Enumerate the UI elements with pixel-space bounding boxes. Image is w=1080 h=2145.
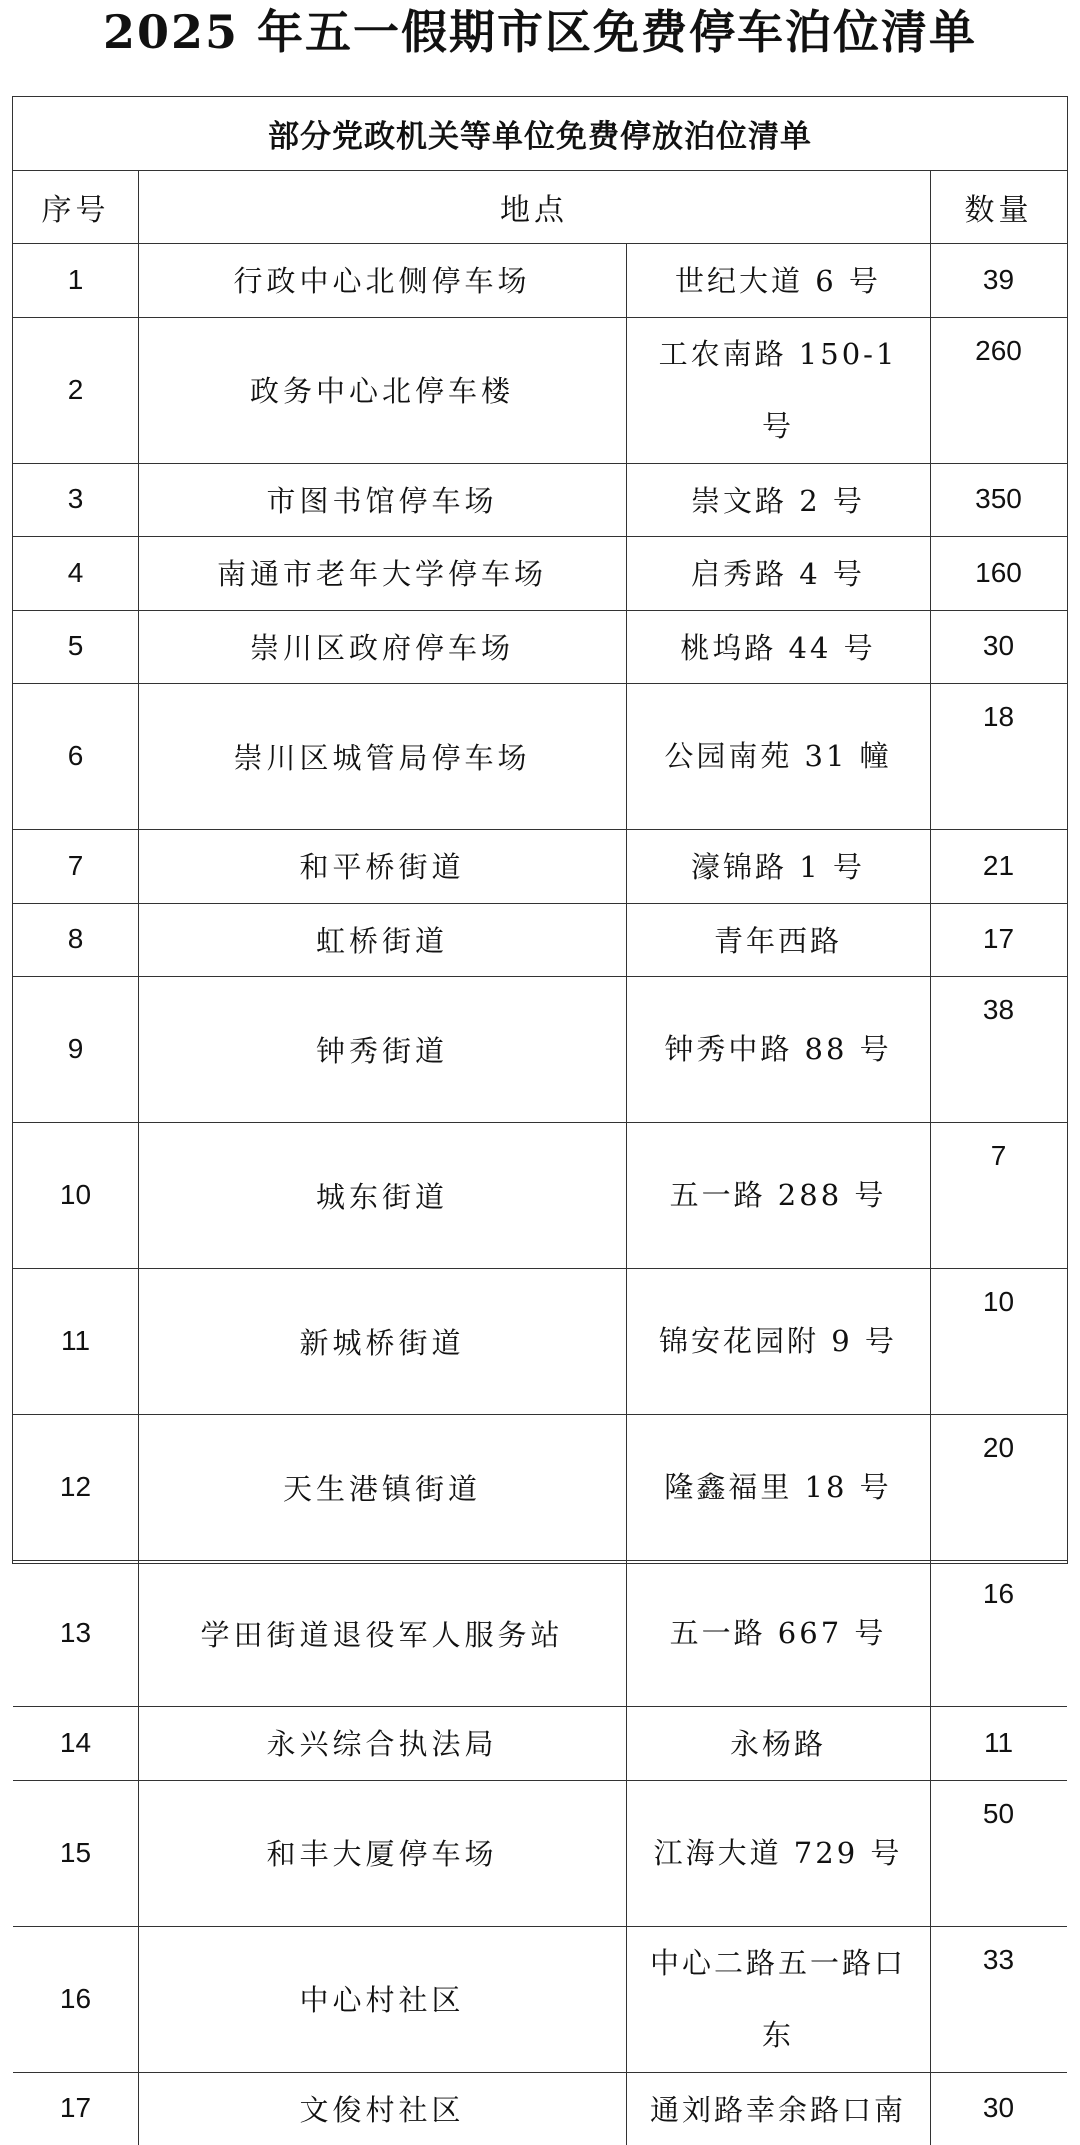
cell-index: 8 [13, 903, 138, 977]
cell-place: 南通市老年大学停车场 [138, 536, 626, 610]
cell-place: 天生港镇街道 [138, 1414, 626, 1560]
cell-place: 永兴综合执法局 [138, 1706, 626, 1780]
cell-address: 永杨路 [626, 1706, 930, 1780]
cell-count: 17 [930, 903, 1067, 977]
cell-place: 崇川区城管局停车场 [138, 683, 626, 829]
cell-index: 7 [13, 829, 138, 903]
cell-address: 锦安花园附 9 号 [626, 1268, 930, 1414]
cell-address: 公园南苑 31 幢 [626, 683, 930, 829]
cell-index: 9 [13, 976, 138, 1122]
cell-index: 13 [13, 1560, 138, 1706]
parking-table [12, 96, 1068, 1564]
cell-address: 世纪大道 6 号 [626, 243, 930, 317]
column-divider [930, 170, 931, 2145]
cell-count: 30 [930, 610, 1067, 684]
cell-index: 4 [13, 536, 138, 610]
page-title: 2025 年五一假期市区免费停车泊位清单 [0, 0, 1080, 64]
column-divider [138, 170, 139, 2145]
cell-count: 30 [930, 2072, 1067, 2145]
cell-place: 新城桥街道 [138, 1268, 626, 1414]
cell-place: 文俊村社区 [138, 2072, 626, 2145]
cell-index: 6 [13, 683, 138, 829]
cell-place: 城东街道 [138, 1122, 626, 1268]
cell-place: 和平桥街道 [138, 829, 626, 903]
cell-index: 2 [13, 317, 138, 463]
cell-index: 10 [13, 1122, 138, 1268]
cell-index: 12 [13, 1414, 138, 1560]
cell-place: 钟秀街道 [138, 976, 626, 1122]
cell-index: 16 [13, 1926, 138, 2072]
cell-count: 11 [930, 1706, 1067, 1780]
cell-count: 39 [930, 243, 1067, 317]
header-index: 序号 [13, 170, 138, 243]
cell-address: 桃坞路 44 号 [626, 610, 930, 684]
cell-count: 20 [930, 1414, 1067, 1560]
cell-count: 260 [930, 317, 1067, 463]
cell-count: 50 [930, 1780, 1067, 1926]
cell-count: 350 [930, 463, 1067, 537]
cell-place: 市图书馆停车场 [138, 463, 626, 537]
cell-index: 14 [13, 1706, 138, 1780]
cell-index: 17 [13, 2072, 138, 2145]
cell-count: 33 [930, 1926, 1067, 2072]
cell-place: 行政中心北侧停车场 [138, 243, 626, 317]
column-divider [626, 243, 627, 2145]
cell-address: 五一路 288 号 [626, 1122, 930, 1268]
cell-place: 政务中心北停车楼 [138, 317, 626, 463]
cell-place: 虹桥街道 [138, 903, 626, 977]
cell-address: 隆鑫福里 18 号 [626, 1414, 930, 1560]
cell-place: 学田街道退役军人服务站 [138, 1560, 626, 1706]
cell-index: 15 [13, 1780, 138, 1926]
cell-count: 10 [930, 1268, 1067, 1414]
row-divider [13, 170, 1067, 171]
cell-index: 11 [13, 1268, 138, 1414]
cell-address: 工农南路 150-1 号 [626, 317, 930, 463]
cell-address: 钟秀中路 88 号 [626, 976, 930, 1122]
cell-address: 青年西路 [626, 903, 930, 977]
cell-address: 崇文路 2 号 [626, 463, 930, 537]
cell-count: 160 [930, 536, 1067, 610]
header-count: 数量 [930, 170, 1067, 243]
cell-index: 3 [13, 463, 138, 537]
cell-place: 崇川区政府停车场 [138, 610, 626, 684]
cell-index: 5 [13, 610, 138, 684]
header-location: 地点 [138, 170, 930, 243]
cell-index: 1 [13, 243, 138, 317]
cell-count: 7 [930, 1122, 1067, 1268]
cell-count: 21 [930, 829, 1067, 903]
cell-address: 五一路 667 号 [626, 1560, 930, 1706]
cell-count: 16 [930, 1560, 1067, 1706]
cell-place: 中心村社区 [138, 1926, 626, 2072]
cell-place: 和丰大厦停车场 [138, 1780, 626, 1926]
cell-address: 濠锦路 1 号 [626, 829, 930, 903]
cell-count: 18 [930, 683, 1067, 829]
cell-address: 通刘路幸余路口南 [626, 2072, 930, 2145]
table-caption: 部分党政机关等单位免费停放泊位清单 [13, 97, 1067, 170]
cell-count: 38 [930, 976, 1067, 1122]
cell-address: 启秀路 4 号 [626, 536, 930, 610]
cell-address: 中心二路五一路口东 [626, 1926, 930, 2072]
cell-address: 江海大道 729 号 [626, 1780, 930, 1926]
